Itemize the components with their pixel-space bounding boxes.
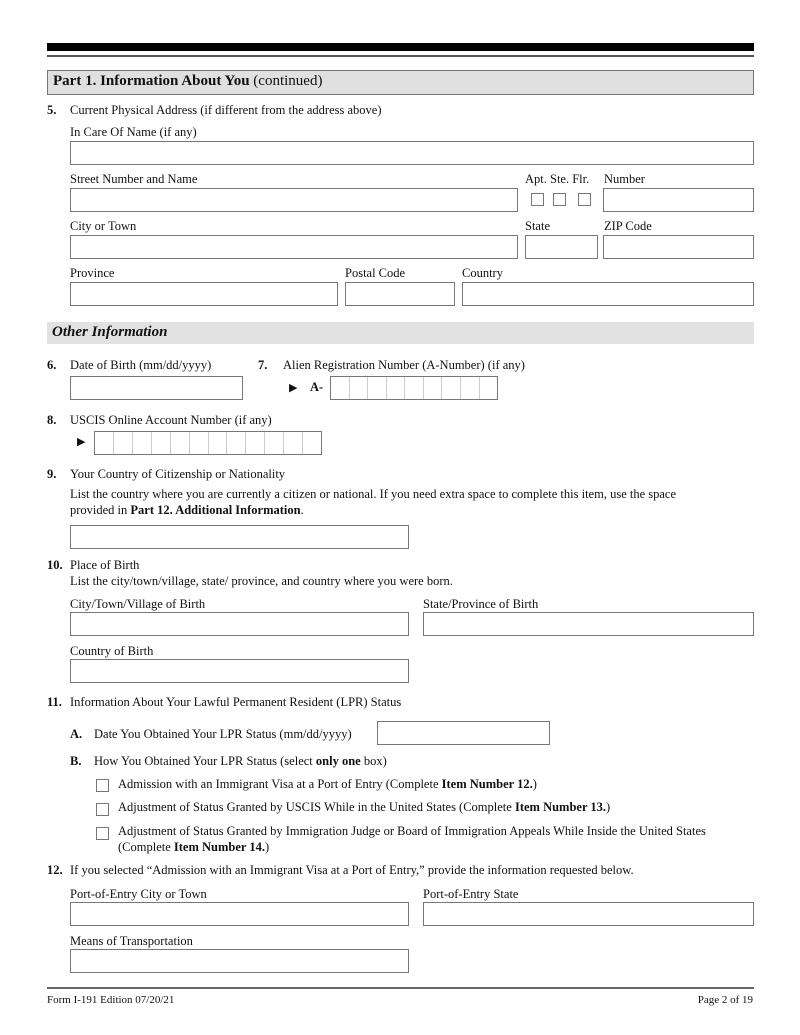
birth-city-input[interactable]	[70, 612, 409, 636]
page-number: Page 2 of 19	[697, 994, 753, 1006]
item-11b-letter: B.	[70, 754, 82, 768]
text-bold: Item Number 13.	[514, 800, 607, 814]
lpr-status-label: Information About Your Lawful Permanent Resident (LPR) Status	[70, 695, 402, 709]
port-of-entry-instructions: If you selected “Admission with an Immigrant Visa at a Port of Entry,” provide the information requested below.	[70, 863, 634, 877]
option-uscis-adjustment-checkbox[interactable]	[96, 803, 109, 816]
option-judge-adjustment-checkbox[interactable]	[96, 827, 109, 840]
a-number-input[interactable]	[330, 376, 498, 400]
a-number-label: Alien Registration Number (A-Number) (if any)	[283, 358, 525, 372]
item-9-number: 9.	[47, 467, 57, 481]
lpr-date-input[interactable]	[377, 721, 550, 745]
postal-code-input[interactable]	[345, 282, 455, 306]
a-number-prefix: A-	[310, 380, 324, 394]
arrow-right-icon: ▶	[289, 382, 298, 394]
form-edition: Form I-191 Edition 07/20/21	[47, 994, 175, 1006]
text: How You Obtained Your LPR Status (select	[94, 754, 316, 768]
item-10-number: 10.	[47, 558, 63, 572]
instr-text-end: .	[300, 503, 304, 517]
apt-ste-flr-label: Apt. Ste. Flr.	[525, 172, 590, 186]
birth-state-label: State/Province of Birth	[423, 597, 539, 611]
text: (Complete	[118, 840, 174, 854]
city-input[interactable]	[70, 235, 518, 259]
text-end: box)	[360, 754, 387, 768]
transport-label: Means of Transportation	[70, 934, 193, 948]
text: Adjustment of Status Granted by USCIS While in the United States (Complete	[118, 800, 515, 814]
poe-state-input[interactable]	[423, 902, 754, 926]
option-admission-checkbox[interactable]	[96, 779, 109, 792]
poe-city-label: Port-of-Entry City or Town	[70, 887, 207, 901]
citizenship-label: Your Country of Citizenship or Nationality	[70, 467, 286, 481]
option-judge-adjustment-label-2	[118, 840, 269, 855]
top-rule-thick	[47, 43, 754, 51]
unit-number-input[interactable]	[603, 188, 754, 212]
street-input[interactable]	[70, 188, 518, 212]
state-input[interactable]	[525, 235, 598, 259]
citizenship-input[interactable]	[70, 525, 409, 549]
item-7-number: 7.	[258, 358, 268, 372]
province-input[interactable]	[70, 282, 338, 306]
part-header	[47, 70, 754, 95]
text-bold: Item Number 14.	[173, 840, 265, 854]
ste-checkbox[interactable]	[553, 193, 566, 206]
street-label: Street Number and Name	[70, 172, 198, 186]
text-end: )	[264, 840, 270, 854]
country-label: Country	[462, 266, 503, 280]
item-11a-letter: A.	[70, 727, 83, 741]
citizenship-instructions-2	[70, 503, 304, 518]
part-title: Part 1. Information About You	[53, 73, 250, 89]
city-label: City or Town	[70, 219, 137, 233]
text-bold: Item Number 12.	[441, 777, 533, 791]
text-bold: only one	[315, 754, 361, 768]
lpr-how-label	[94, 754, 387, 769]
part-title-suffix: (continued)	[249, 73, 323, 89]
state-label: State	[525, 219, 550, 233]
unit-number-label: Number	[604, 172, 645, 186]
in-care-of-label: In Care Of Name (if any)	[70, 125, 197, 139]
instr-text: provided in	[70, 503, 131, 517]
lpr-date-label: Date You Obtained Your LPR Status (mm/dd/yyyy)	[94, 727, 352, 741]
text-end: )	[532, 777, 537, 791]
item-5-label: Current Physical Address (if different from the address above)	[70, 103, 382, 117]
option-uscis-adjustment-label	[118, 800, 610, 815]
flr-checkbox[interactable]	[578, 193, 591, 206]
footer-rule	[47, 987, 754, 989]
postal-code-label: Postal Code	[345, 266, 406, 280]
item-12-number: 12.	[47, 863, 63, 877]
apt-checkbox[interactable]	[531, 193, 544, 206]
province-label: Province	[70, 266, 115, 280]
section-title: Other Information	[52, 324, 168, 340]
top-rule-thin	[47, 55, 754, 57]
section-header-other-information	[47, 322, 754, 344]
birth-state-input[interactable]	[423, 612, 754, 636]
uscis-account-input[interactable]	[94, 431, 322, 455]
arrow-right-icon: ▶	[77, 436, 86, 448]
item-11-number: 11.	[47, 695, 62, 709]
place-of-birth-label: Place of Birth	[70, 558, 140, 572]
option-judge-adjustment-label: Adjustment of Status Granted by Immigration Judge or Board of Immigration Appeals While Inside the United States	[118, 824, 706, 838]
item-8-number: 8.	[47, 413, 57, 427]
zip-input[interactable]	[603, 235, 754, 259]
dob-input[interactable]	[70, 376, 243, 400]
dob-label: Date of Birth (mm/dd/yyyy)	[70, 358, 212, 372]
item-6-number: 6.	[47, 358, 57, 372]
poe-state-label: Port-of-Entry State	[423, 887, 519, 901]
item-5-number: 5.	[47, 103, 57, 117]
birth-country-input[interactable]	[70, 659, 409, 683]
option-admission-label	[118, 777, 537, 792]
birth-country-label: Country of Birth	[70, 644, 154, 658]
text: Admission with an Immigrant Visa at a Port of Entry (Complete	[118, 777, 442, 791]
in-care-of-input[interactable]	[70, 141, 754, 165]
uscis-account-label: USCIS Online Account Number (if any)	[70, 413, 272, 427]
instr-bold: Part 12. Additional Information	[130, 503, 301, 517]
text-end: )	[606, 800, 611, 814]
birth-city-label: City/Town/Village of Birth	[70, 597, 206, 611]
poe-city-input[interactable]	[70, 902, 409, 926]
place-of-birth-instructions: List the city/town/village, state/ province, and country where you were born.	[70, 574, 453, 588]
country-input[interactable]	[462, 282, 754, 306]
zip-label: ZIP Code	[604, 219, 652, 233]
transport-input[interactable]	[70, 949, 409, 973]
citizenship-instructions: List the country where you are currently a citizen or national. If you need extra space to complete this item, use the space	[70, 487, 677, 501]
